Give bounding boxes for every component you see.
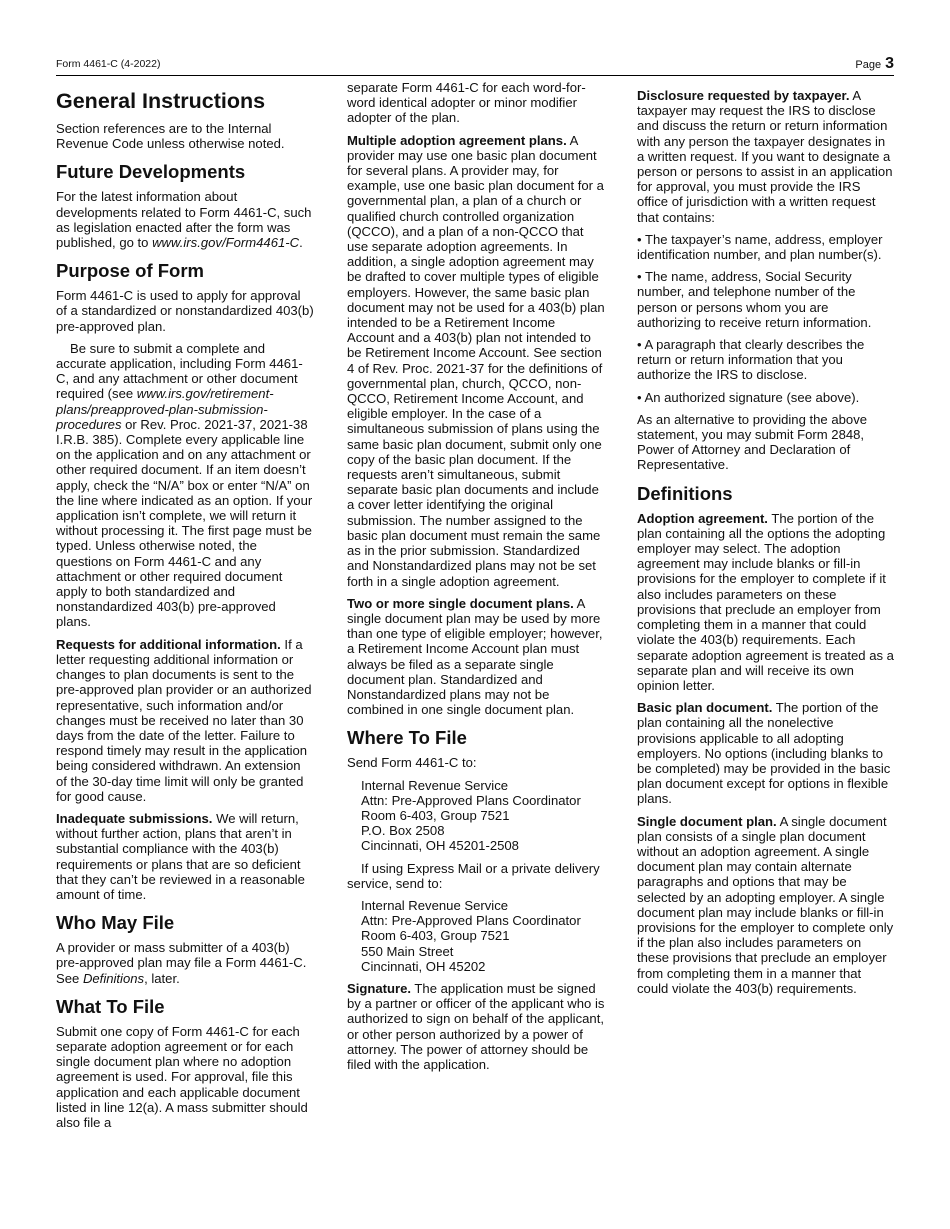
- procedures-link[interactable]: www.irs.gov/retirement-plans/preapproved-plan-submission-procedures: [56, 386, 274, 432]
- page-header: [56, 57, 894, 76]
- send-to-text: Send Form 4461-C to:: [347, 755, 477, 771]
- bullet-item: • The name, address, Social Security number, and telephone number of the person or persons whom you are authorizing to receive return information.: [637, 269, 872, 330]
- address-line: 550 Main Street: [361, 943, 454, 959]
- column-2: [347, 80, 605, 1079]
- mailing-address: [361, 778, 605, 854]
- column-1: [56, 80, 314, 1137]
- requests-paragraph: Requests for additional information. If a letter requesting additional information or changes to plan documents is sent to the pre-approved plan provider or an authorized representative, such information and/or changes must be received no later than 30 days from the date of the letter. Failure to respond timely may result in the application being considered withdrawn. An extension of the 30-day time limit will only be granted for good cause.: [56, 636, 312, 804]
- who-may-file-heading: Who May File: [56, 912, 175, 934]
- bullet-item: • An authorized signature (see above).: [637, 389, 860, 405]
- future-developments-text: For the latest information about developments related to Form 4461-C, such as legislation enacted after the form was published, go to www.irs.gov/Form4461-C.: [56, 189, 312, 251]
- inadequate-lead: Inadequate submissions.: [56, 810, 213, 826]
- delivery-address: [361, 898, 605, 974]
- form-id: Form 4461-C (4-2022): [56, 58, 161, 70]
- page-label: Page: [855, 59, 882, 71]
- page-number: 3: [885, 55, 894, 72]
- definitions-heading: Definitions: [637, 482, 733, 504]
- address-line: Cincinnati, OH 45201-2508: [361, 838, 519, 854]
- disclosure-lead: Disclosure requested by taxpayer.: [637, 88, 850, 103]
- bullet-item: • A paragraph that clearly describes the return or return information that you authorize the IRS to disclose.: [637, 337, 865, 383]
- address-line: Attn: Pre-Approved Plans Coordinator: [361, 792, 581, 808]
- requests-lead: Requests for additional information.: [56, 636, 281, 652]
- express-mail-text: If using Express Mail or a private delivery service, send to:: [347, 860, 600, 891]
- address-line: Room 6-403, Group 7521: [361, 807, 510, 823]
- multiple-plans-lead: Multiple adoption agreement plans.: [347, 132, 567, 148]
- column-3: [637, 80, 895, 1003]
- purpose-heading: Purpose of Form: [56, 260, 205, 282]
- purpose-text-2: Be sure to submit a complete and accurate application, including Form 4461-C, and any attachment or other document required (see www.irs.gov/retirement-plans/preapproved-plan-submission-procedures or Rev. Proc. 2021-37, 2021-38 I.R.B. 385). Complete every applicable line on the application and on any attachment or other required document. If an item doesn’t apply, check the “N/A” box or enter “N/A” on the line where indicated as an option. If your application isn’t complete, we will return it without processing it. The first page must be typed. Unless otherwise noted, the questions on Form 4461-C and any attachment or other required document apply to both standardized and nonstandardized 403(b) pre-approved plans.: [56, 340, 313, 630]
- two-or-more-lead: Two or more single document plans.: [347, 595, 574, 611]
- address-line: Internal Revenue Service: [361, 777, 509, 793]
- general-instructions-text: Section references are to the Internal Revenue Code unless otherwise noted.: [56, 121, 285, 152]
- adoption-agreement-paragraph: Adoption agreement. The portion of the plan containing all the options the adopting employer may select. The adoption agreement may include blanks or fill-in provisions for the employer to complete if it also includes parameters on these provisions that preclude an employer from completing them in a manner that could violate the 403(b) requirements. Each separate adoption agreement is treated as a separate plan and will receive its own opinion letter.: [637, 510, 894, 693]
- what-to-file-text: Submit one copy of Form 4461-C for each separate adoption agreement or for each single document plan where no adoption agreement is used. For approval, file this application and each applicable document listed in line 12(a). A mass submitter should also file a: [56, 1023, 308, 1130]
- address-line: Attn: Pre-Approved Plans Coordinator: [361, 913, 581, 929]
- future-developments-heading: Future Developments: [56, 161, 246, 183]
- address-line: Internal Revenue Service: [361, 897, 509, 913]
- address-line: Cincinnati, OH 45202: [361, 958, 486, 974]
- inadequate-paragraph: Inadequate submissions. We will return, without further action, plans that aren’t in substantial compliance with the 403(b) requirements or plans that are so deficient that they can’t be reviewed in a reasonable amount of time.: [56, 810, 305, 902]
- single-document-paragraph: Single document plan. A single document plan consists of a single plan document without an adoption agreement. A single document plan may contain alternate paragraphs and options that may be selected by an adopting employer. A single document plan may include blanks or fill-in provisions for the employer to complete only if the plan also includes parameters on these provisions that preclude an employer from completing them in a manner that could violate the 403(b) requirements.: [637, 813, 894, 996]
- definitions-reference: Definitions: [82, 970, 145, 986]
- what-to-file-continued: separate Form 4461-C for each word-for-word identical adopter or minor modifier adopter of the plan.: [347, 80, 586, 126]
- page-indicator: [855, 55, 894, 73]
- basic-plan-lead: Basic plan document.: [637, 700, 773, 716]
- who-may-file-text: A provider or mass submitter of a 403(b) pre-approved plan may file a Form 4461-C. See Definitions, later.: [56, 940, 307, 986]
- address-line: P.O. Box 2508: [361, 823, 445, 839]
- single-document-lead: Single document plan.: [637, 813, 777, 829]
- what-to-file-heading: What To File: [56, 995, 165, 1017]
- multiple-plans-paragraph: Multiple adoption agreement plans. A provider may use one basic plan document for several plans. A provider may, for example, use one basic plan document for a governmental plan, a plan of a church or qualified church controlled organization (QCCO), and a plan of a non-QCCO that use separate adoption agreements. In addition, a single adoption agreement may be drafted to cover multiple types of eligible employers. However, the same basic plan document may not be used for a 403(b) plan intended to be a Retirement Income Account and a 403(b) plan not intended to be Retirement Income Account. See section 4 of Rev. Proc. 2021-37 for the definitions of governmental plan, church, QCCO, non-QCCO, Retirement Income Account, and eligible employer. In the case of a simultaneous submission of plans using the same basic plan document, submit only one copy of the basic plan document. If the requests aren’t simultaneous, submit separate basic plan documents and include a cover letter identifying the original submission. The number assigned to the basic plan document must remain the same as in the prior submission. Standardized and Nonstandardized plans may not be set forth in a single adoption agreement.: [347, 132, 605, 589]
- adoption-agreement-lead: Adoption agreement.: [637, 510, 768, 526]
- where-to-file-heading: Where To File: [347, 727, 467, 749]
- disclosure-paragraph: Disclosure requested by taxpayer. A taxpayer may request the IRS to disclose and discuss the return or return information with any person the taxpayer designates in a written request. If you want to designate a person or persons to assist in an application for approval, you must provide the IRS office of jurisdiction with a written request that contains:: [637, 88, 893, 225]
- basic-plan-paragraph: Basic plan document. The portion of the plan containing all the nonelective provisions applicable to all adopting employers. No options (including blanks to be completed) may be provided in the basic plan document except for options in flexible plans.: [637, 700, 891, 807]
- purpose-text-1: Form 4461-C is used to apply for approval of a standardized or nonstandardized 403(b) pre-approved plan.: [56, 288, 314, 334]
- general-instructions-heading: General Instructions: [56, 89, 266, 113]
- future-developments-link[interactable]: www.irs.gov/Form4461-C: [152, 235, 300, 251]
- signature-lead: Signature.: [347, 980, 412, 996]
- address-line: Room 6-403, Group 7521: [361, 928, 510, 944]
- alternative-text: As an alternative to providing the above statement, you may submit Form 2848, Power of Attorney and Declaration of Representative.: [637, 411, 868, 473]
- two-or-more-paragraph: Two or more single document plans. A single document plan may be used by more than one type of eligible employer; however, a Retirement Income Account plan must always be filed as a separate single document plan. Standardized and Nonstandardized plans may not be combined in one single document plan.: [347, 595, 603, 718]
- signature-paragraph: Signature. The application must be signed by a partner or officer of the applicant who is authorized to sign on behalf of the applicant, or other person authorized by a power of attorney. The power of attorney should be filed with the application.: [347, 980, 605, 1072]
- bullet-item: • The taxpayer’s name, address, employer identification number, and plan number(s).: [637, 231, 883, 263]
